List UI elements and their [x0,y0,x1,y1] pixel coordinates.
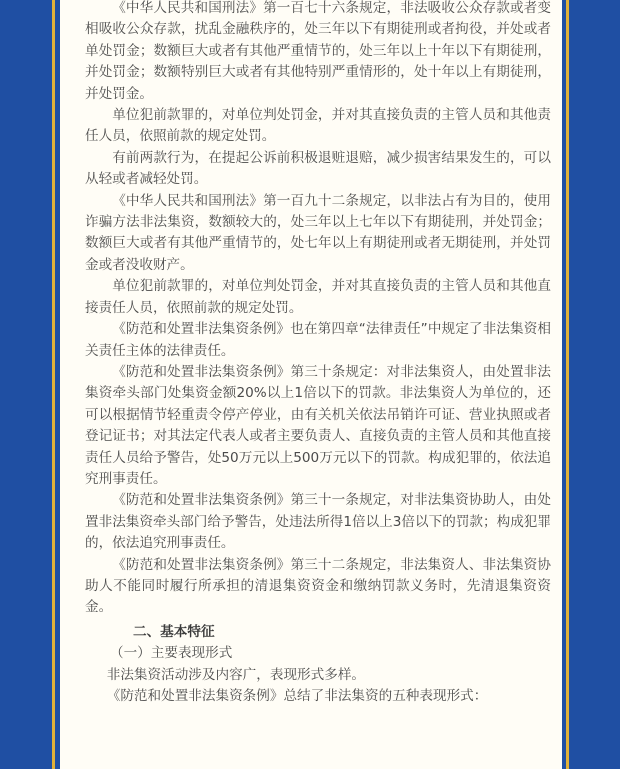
paragraph-forms-intro: 非法集资活动涉及内容广，表现形式多样。 [106,666,366,683]
paragraph-regulation-art32: 《防范和处置非法集资条例》第三十二条规定，非法集资人、非法集资协助人不能同时履行所承担的清退集资资金和缴纳罚款义务时，先清退集资资金。 [85,556,551,616]
paragraph-criminal-law-192: 《中华人民共和国刑法》第一百九十二条规定，以非法占有为目的，使用诈骗方法非法集资，数额较大的，处三年以上七年以下有期徒刑，并处罚金；数额巨大或者有其他严重情节的，处七年以上有期徒刑或者无期徒刑，并处罚金或者没收财产。 [85,192,551,273]
right-gold-border [566,0,569,769]
section-heading: 二、基本特征 [133,623,215,640]
sub-heading: （一）主要表现形式 [110,645,233,662]
paragraph-unit-crime-2: 单位犯前款罪的，对单位判处罚金，并对其直接负责的主管人员和其他直接责任人员，依照前款的规定处罚。 [85,278,551,316]
paragraph-five-forms: 《防范和处置非法集资条例》总结了非法集资的五种表现形式： [106,688,488,704]
left-gold-border [52,0,55,769]
article-content [85,0,551,707]
paragraph-lenient-punishment: 有前两款行为，在提起公诉前积极退赃退赔，减少损害结果发生的，可以从轻或者减轻处罚。 [85,149,551,188]
paragraph-regulation-chapter4: 《防范和处置非法集资条例》也在第四章“法律责任”中规定了非法集资相关责任主体的法律责任。 [85,321,551,359]
paragraph-regulation-art30: 《防范和处置非法集资条例》第三十条规定：对非法集资人，由处置非法集资牵头部门处集资金额20%以上1倍以下的罚款。非法集资人为单位的，还可以根据情节轻重责令停产停业，由有关机关依法吊销许可证、营业执照或者登记证书；对其法定代表人或者主要负责人、直接负责的主管人员和其他直接责任人员给予警告，处50万元以上500万元以下的罚款。构成犯罪的，依法追究刑事责任。 [85,363,551,487]
paragraph-unit-crime-1: 单位犯前款罪的，对单位判处罚金，并对其直接负责的主管人员和其他责任人员，依照前款的规定处罚。 [85,107,551,145]
paragraph-criminal-law-176: 《中华人民共和国刑法》第一百七十六条规定，非法吸收公众存款或者变相吸收公众存款，扰乱金融秩序的，处三年以下有期徒刑或者拘役，并处或者单处罚金；数额巨大或者有其他严重情节的，处三年以上十年以下有期徒刑，并处罚金；数额特别巨大或者有其他特别严重情形的，处十年以上有期徒刑，并处罚金。 [85,0,551,102]
paragraph-regulation-art31: 《防范和处置非法集资条例》第三十一条规定，对非法集资协助人，由处置非法集资牵头部门给予警告，处违法所得1倍以上3倍以下的罚款；构成犯罪的，依法追究刑事责任。 [85,492,551,552]
